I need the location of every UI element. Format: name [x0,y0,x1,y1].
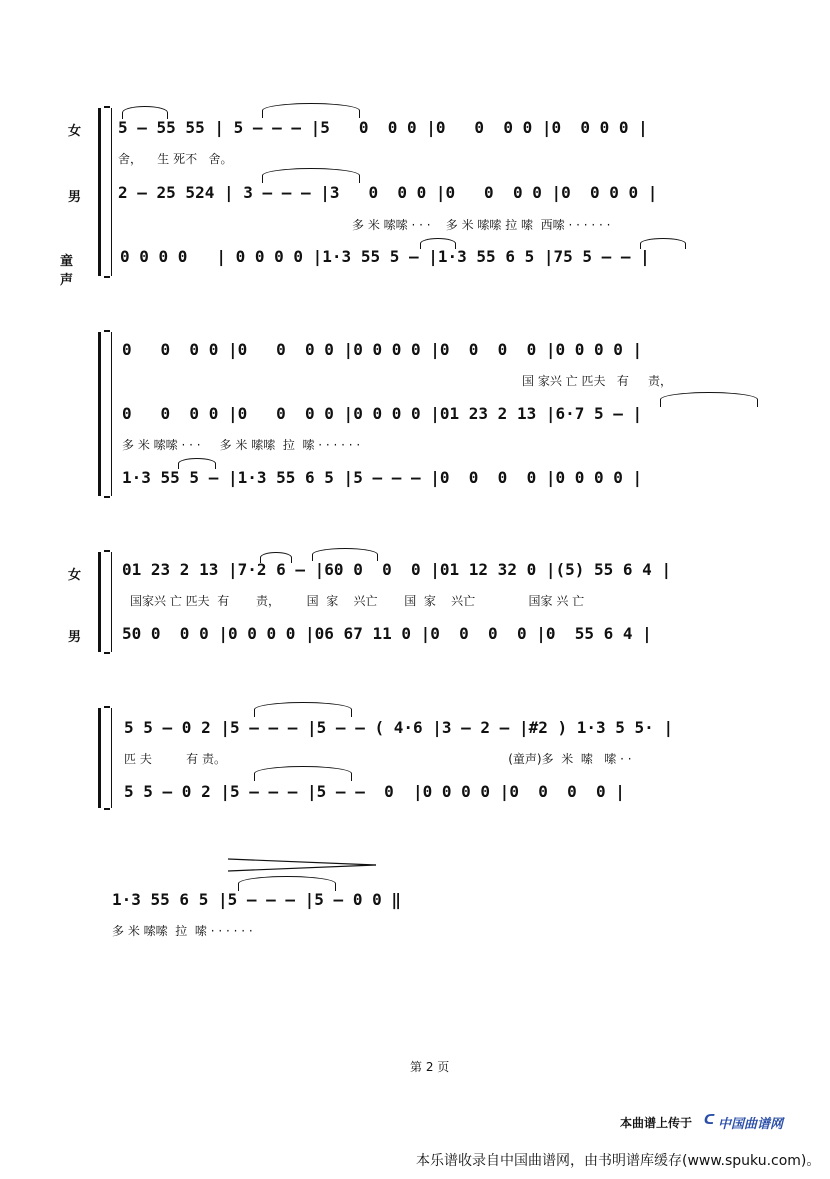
slur [254,702,352,717]
diminuendo-hairpin [228,858,378,872]
slur [420,238,456,249]
notation-line: 0 0 0 0 | 0 0 0 0 |1·3 55 5 – |1·3 55 6 5 |75 5 – – | [120,247,650,266]
site-logo-icon: ᑕ [704,1113,715,1128]
slur [262,168,360,183]
slur [254,766,352,781]
notation-line: 1·3 55 5 – |1·3 55 6 5 |5 – – – |0 0 0 0 |0 0 0 0 | [122,468,643,487]
brace-hook-top [104,706,110,708]
lyric-line: 匹 夫 有 责。 (童声)多 米 嗦 嗦 · · [124,752,632,766]
slur [262,103,360,118]
notation-line: 5 5 – 0 2 |5 – – – |5 – – 0 |0 0 0 0 |0 0 0 0 | [124,782,625,801]
brace-hook-bottom [104,808,110,810]
slur [238,876,336,891]
brace-hook-top [104,330,110,332]
slur [122,106,168,119]
lyric-line: 多 米 嗦嗦 拉 嗦 · · · · · · [112,924,253,938]
lyric-line: 国家兴 亡 匹夫 有 责， 国 家 兴亡 国 家 兴亡 国家 兴 亡 [130,594,585,608]
brace-hook-bottom [104,652,110,654]
lyric-line: 舍， 生 死不 舍。 [118,152,233,166]
voice-label-female: 女 [68,124,82,139]
voice-label-children: 童声 [60,254,74,288]
page-number: 第 2 页 [410,1060,450,1074]
upload-note: 本曲谱上传于 [620,1116,693,1130]
lyric-line: 国 家兴 亡 匹夫 有 责， [522,374,672,388]
brace-hook-bottom [104,496,110,498]
slur [660,392,758,407]
notation-line: 0 0 0 0 |0 0 0 0 |0 0 0 0 |01 23 2 13 |6·7 5 – | [122,404,643,423]
voice-label-female: 女 [68,568,82,583]
notation-line: 5 5 – 0 2 |5 – – – |5 – – ( 4·6 |3 – 2 – |#2 ) 1·3 5 5· | [124,718,674,737]
slur [178,458,216,469]
lyric-line: 多 米 嗦嗦 · · · 多 米 嗦嗦 拉 嗦 西嗦 · · · · · · [352,218,611,232]
notation-line: 2 – 25 524 | 3 – – – |3 0 0 0 |0 0 0 0 |0 0 0 0 | [118,183,658,202]
notation-line: 0 0 0 0 |0 0 0 0 |0 0 0 0 |0 0 0 0 |0 0 0 0 | [122,340,643,359]
slur [260,552,292,563]
voice-label-male: 男 [68,190,82,205]
footer-note: 本乐谱收录自中国曲谱网，由书明谱库缓存(www.spuku.com)。 [416,1153,821,1169]
system-brace [98,332,112,496]
system-brace [98,108,112,276]
brace-hook-top [104,106,110,108]
brace-hook-top [104,550,110,552]
system-brace [98,552,112,652]
notation-line: 01 23 2 13 |7·2 6 – |60 0 0 0 |01 12 32 0 |(5) 55 6 4 | [122,560,672,579]
notation-line: 50 0 0 0 |0 0 0 0 |06 67 11 0 |0 0 0 0 |0 55 6 4 | [122,624,652,643]
slur [640,238,686,249]
notation-line: 5 – 55 55 | 5 – – – |5 0 0 0 |0 0 0 0 |0 0 0 0 | [118,118,648,137]
lyric-line: 多 米 嗦嗦 · · · 多 米 嗦嗦 拉 嗦 · · · · · · [122,438,361,452]
site-logo: 中国曲谱网 [718,1117,784,1132]
brace-hook-bottom [104,276,110,278]
notation-line: 1·3 55 6 5 |5 – – – |5 – 0 0 ‖ [112,890,401,909]
voice-label-male: 男 [68,630,82,645]
system-brace [98,708,112,808]
slur [312,548,378,561]
